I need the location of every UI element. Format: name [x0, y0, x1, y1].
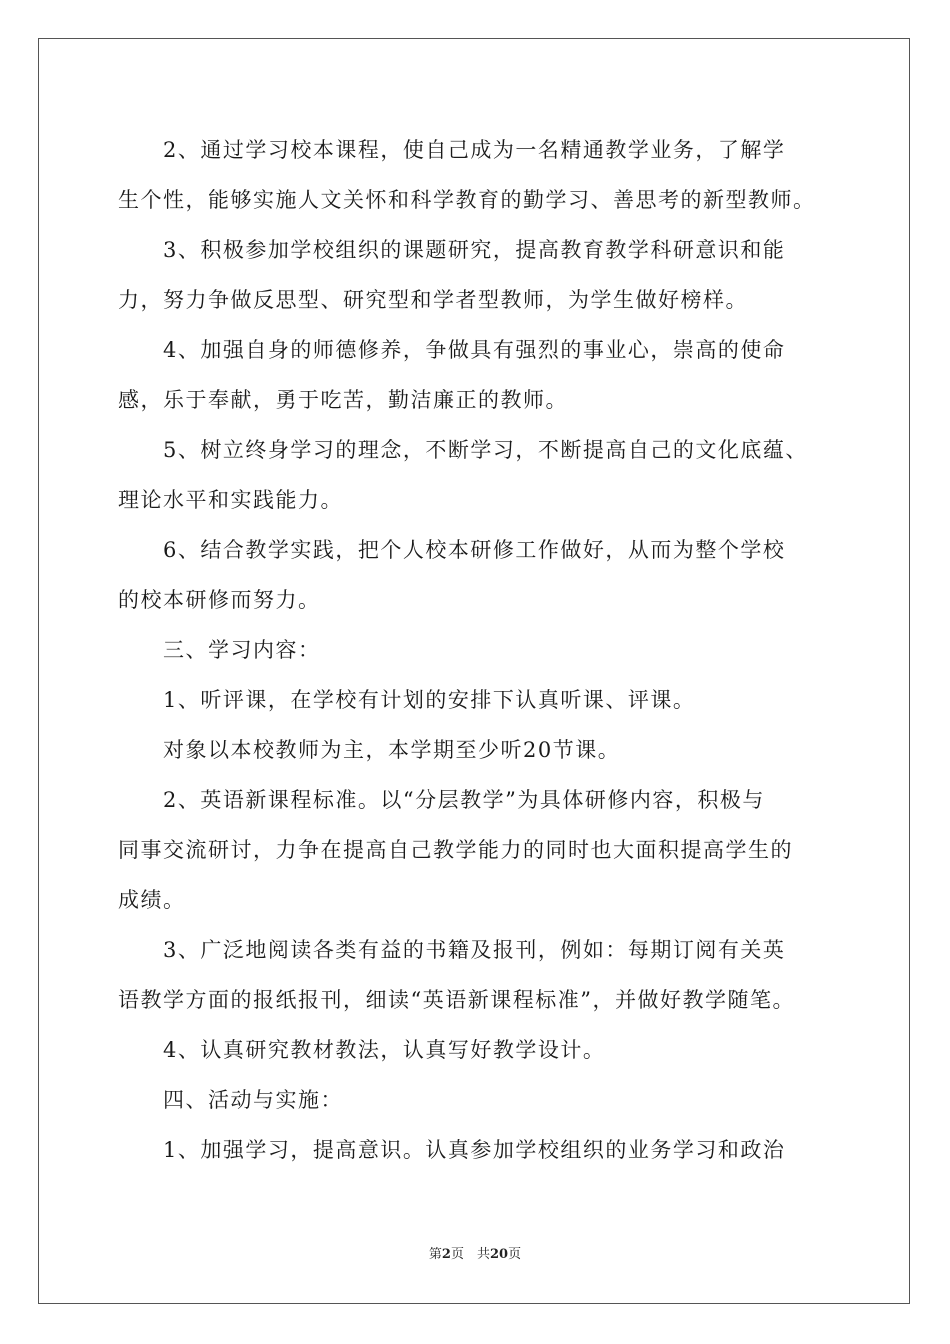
- section-heading: 四、活动与实施：: [163, 1088, 343, 1112]
- footer-suffix: 页: [508, 1247, 522, 1262]
- text-line: 生个性，能够实施人文关怀和科学教育的勤学习、善思考的新型教师。: [118, 188, 816, 212]
- text-line: 2、英语新课程标准。以“分层教学”为具体研修内容，积极与: [163, 788, 765, 812]
- text-line: 4、加强自身的师德修养，争做具有强烈的事业心，崇高的使命: [163, 338, 786, 362]
- text-line: 6、结合教学实践，把个人校本研修工作做好，从而为整个学校: [163, 538, 786, 562]
- section-heading: 三、学习内容：: [163, 638, 321, 662]
- total-page-number: 20: [489, 1247, 509, 1262]
- text-line: 同事交流研讨，力争在提高自己教学能力的同时也大面积提高学生的: [118, 838, 793, 862]
- page-footer: [0, 1247, 950, 1263]
- text-line: 的校本研修而努力。: [118, 588, 321, 612]
- text-line: 对象以本校教师为主，本学期至少听20节课。: [163, 738, 621, 762]
- text-line: 1、加强学习，提高意识。认真参加学校组织的业务学习和政治: [163, 1138, 786, 1162]
- text-line: 1、听评课，在学校有计划的安排下认真听课、评课。: [163, 688, 696, 712]
- text-line: 3、广泛地阅读各类有益的书籍及报刊，例如：每期订阅有关英: [163, 938, 786, 962]
- text-line: 4、认真研究教材教法，认真写好教学设计。: [163, 1038, 606, 1062]
- footer-mid: 页 共: [450, 1247, 490, 1262]
- footer-prefix: 第: [428, 1247, 442, 1262]
- text-line: 5、树立终身学习的理念，不断学习，不断提高自己的文化底蕴、: [163, 438, 808, 462]
- text-line: 3、积极参加学校组织的课题研究，提高教育教学科研意识和能: [163, 238, 786, 262]
- text-line: 成绩。: [118, 888, 186, 912]
- page-border: [38, 38, 910, 1304]
- text-line: 理论水平和实践能力。: [118, 488, 343, 512]
- text-line: 力，努力争做反思型、研究型和学者型教师，为学生做好榜样。: [118, 288, 748, 312]
- current-page-number: 2: [441, 1247, 451, 1262]
- text-line: 2、通过学习校本课程，使自己成为一名精通教学业务，了解学: [163, 138, 786, 162]
- text-line: 语教学方面的报纸报刊，细读“英语新课程标准”，并做好教学随笔。: [118, 988, 795, 1012]
- text-line: 感，乐于奉献，勇于吃苦，勤洁廉正的教师。: [118, 388, 568, 412]
